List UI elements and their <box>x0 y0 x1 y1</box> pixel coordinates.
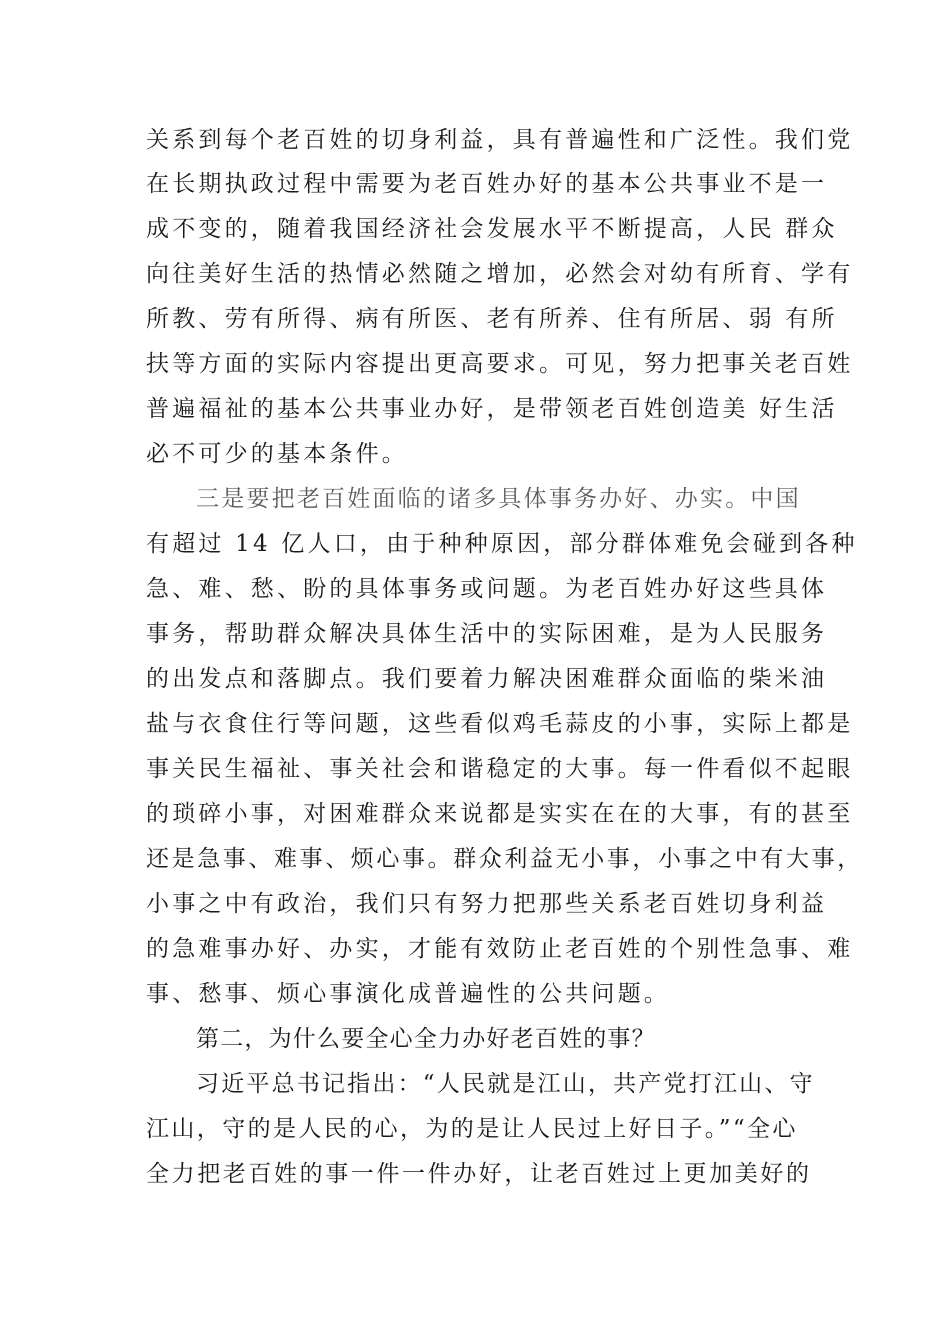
text-line: 成不变的，随着我国经济社会发展水平不断提高，人民 群众 <box>146 216 838 242</box>
text-line: 的出发点和落脚点。我们要着力解决困难群众面临的柴米油 <box>146 666 828 692</box>
text-line: 事务，帮助群众解决具体生活中的实际困难，是为人民服务 <box>146 621 828 647</box>
text-line: 小事之中有政治，我们只有努力把那些关系老百姓切身利益 <box>146 891 828 917</box>
text-line: 向往美好生活的热情必然随之增加，必然会对幼有所育、学有 <box>146 261 854 287</box>
text-line: 事、愁事、烦心事演化成普遍性的公共问题。 <box>146 981 670 1007</box>
text-line: 事关民生福祉、事关社会和谐稳定的大事。每一件看似不起眼 <box>146 756 854 782</box>
text-line: 江山，守的是人民的心，为的是让人民过上好日子。”“全心 <box>146 1116 798 1142</box>
text-line: 在长期执政过程中需要为老百姓办好的基本公共事业不是一 <box>146 171 828 197</box>
text-line: 急、难、愁、盼的具体事务或问题。为老百姓办好这些具体 <box>146 576 828 602</box>
text-line: 有超过 14 亿人口，由于种种原因，部分群体难免会碰到各种 <box>146 531 858 557</box>
text-line: 习近平总书记指出：“人民就是江山，共产党打江山、守 <box>196 1071 815 1097</box>
text-line: 所教、劳有所得、病有所医、老有所养、住有所居、弱 有所 <box>146 306 838 332</box>
section-heading: 第二，为什么要全心全力办好老百姓的事？ <box>196 1026 656 1052</box>
text-line: 全力把老百姓的事一件一件办好，让老百姓过上更加美好的 <box>146 1161 812 1187</box>
text-line: 普遍福祉的基本公共事业办好，是带领老百姓创造美 好生活 <box>146 396 838 422</box>
text-line: 还是急事、难事、烦心事。群众利益无小事，小事之中有大事， <box>146 846 863 872</box>
text-line: 的琐碎小事，对困难群众来说都是实实在在的大事，有的甚至 <box>146 801 854 827</box>
section-three-lead: 三是要把老百姓面临的诸多具体事务办好、办实。中国 <box>196 486 801 512</box>
text-line: 盐与衣食住行等问题，这些看似鸡毛蒜皮的小事，实际上都是 <box>146 711 854 737</box>
text-line: 关系到每个老百姓的切身利益，具有普遍性和广泛性。我们党 <box>146 127 854 153</box>
text-line: 必不可少的基本条件。 <box>146 441 408 467</box>
text-line: 扶等方面的实际内容提出更高要求。可见，努力把事关老百姓 <box>146 351 854 377</box>
text-line: 的急难事办好、办实，才能有效防止老百姓的个别性急事、难 <box>146 936 854 962</box>
